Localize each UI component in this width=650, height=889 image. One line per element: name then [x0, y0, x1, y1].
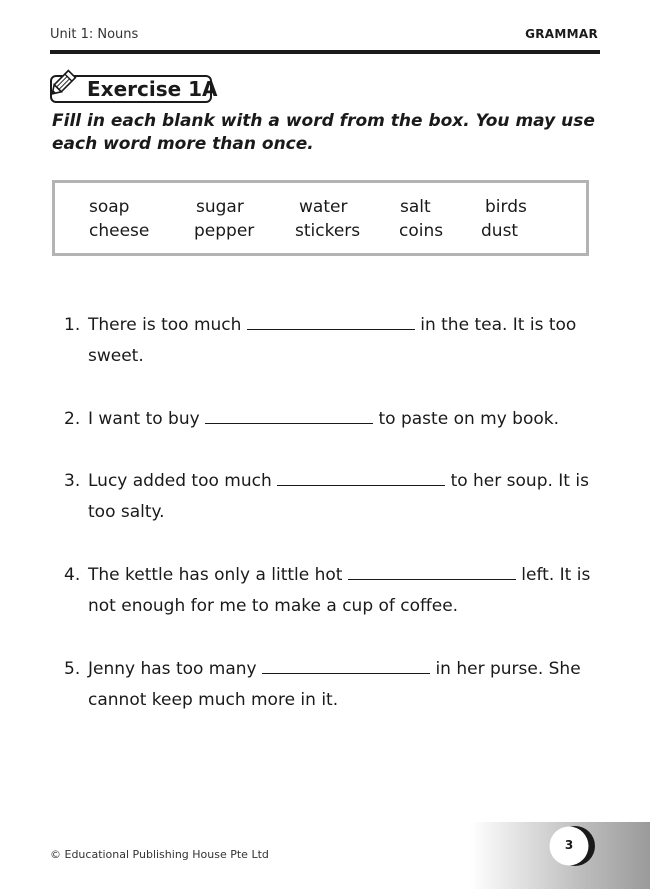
- question-text-before: Lucy added too much: [88, 471, 272, 491]
- question-text-before: Jenny has too many: [88, 659, 257, 679]
- word-salt: salt: [400, 197, 431, 217]
- word-box: [52, 180, 589, 256]
- question-text-before: I want to buy: [88, 409, 200, 429]
- question-number: 3.: [64, 471, 81, 491]
- answer-blank[interactable]: [205, 405, 373, 424]
- pencil-icon: [46, 68, 78, 100]
- word-cheese: cheese: [89, 221, 150, 241]
- question-text-after: to paste on my book.: [378, 409, 560, 429]
- section-label: GRAMMAR: [525, 27, 598, 41]
- question-text-after: to her soup. It is too salty.: [88, 471, 589, 522]
- header-rule: [50, 50, 600, 54]
- question-number: 4.: [64, 565, 81, 585]
- word-dust: dust: [481, 221, 519, 241]
- answer-blank[interactable]: [247, 311, 415, 330]
- word-water: water: [299, 197, 348, 217]
- exercise-title: Exercise 1A: [87, 77, 218, 101]
- word-pepper: pepper: [194, 221, 255, 241]
- answer-blank[interactable]: [262, 655, 430, 674]
- question-text-after: left. It is not enough for me to make a cup of coffee.: [88, 565, 591, 616]
- question-text-before: The kettle has only a little hot: [88, 565, 343, 585]
- question-number: 5.: [64, 659, 81, 679]
- word-stickers: stickers: [295, 221, 361, 241]
- word-sugar: sugar: [196, 197, 244, 217]
- answer-blank[interactable]: [348, 561, 516, 580]
- question-number: 1.: [64, 315, 81, 335]
- word-birds: birds: [485, 197, 527, 217]
- unit-label: Unit 1: Nouns: [50, 27, 139, 42]
- copyright: © Educational Publishing House Pte Ltd: [50, 848, 269, 861]
- word-soap: soap: [89, 197, 130, 217]
- question-number: 2.: [64, 409, 81, 429]
- answer-blank[interactable]: [277, 467, 445, 486]
- instructions: Fill in each blank with a word from the box. You may use each word more than once.: [52, 111, 595, 154]
- page-number: 3: [564, 838, 574, 852]
- question-text-after: in the tea. It is too sweet.: [88, 315, 577, 366]
- word-coins: coins: [399, 221, 444, 241]
- question-text-after: in her purse. She cannot keep much more in it.: [88, 659, 581, 710]
- question-text-before: There is too much: [88, 315, 242, 335]
